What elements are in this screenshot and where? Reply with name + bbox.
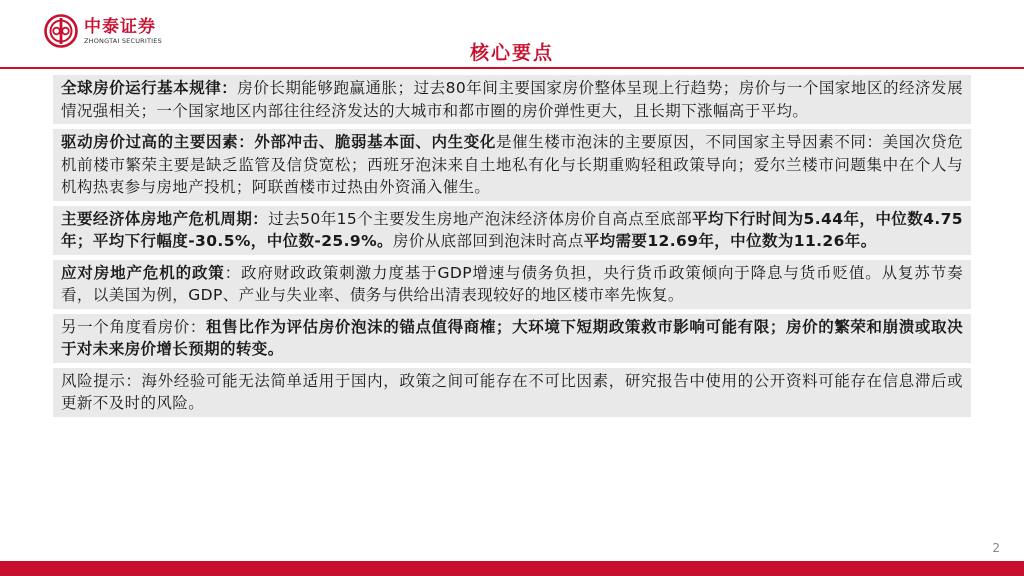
section-body: 租售比作为评估房价泡沫的锚点值得商榷；大环境下短期政策救市影响可能有限；房价的繁荣和崩溃或取决于对未来房价增长预期的转变。 [61, 317, 963, 358]
section-body: 是催生楼市泡沫的主要原因，不同国家主导因素不同：美国次贷危机前楼市繁荣主要是缺乏监管及信贷宽松；西班牙泡沫来自土地私有化与长期重购轻租政策导向；爱尔兰楼市问题集中在个人与机构热衷参与房地产投机；阿联酋楼市过热由外资涌入催生。 [61, 133, 963, 196]
section-body: 房价从底部回到泡沫时高点 [392, 232, 584, 250]
section-global-price-rules [53, 75, 971, 124]
footer-bar [0, 561, 1024, 576]
section-heading: 全球房价运行基本规律： [61, 79, 238, 97]
section-heading: 另一个角度看房价： [61, 317, 206, 336]
section-another-view [53, 314, 971, 363]
section-heading: 主要经济体房地产危机周期： [61, 209, 269, 228]
title-divider [0, 67, 1024, 69]
section-crisis-policy [53, 260, 971, 309]
page-number: 2 [992, 541, 1000, 555]
section-stat-decline: 平均下行时间为5.44年，中位数4.75年；平均下行幅度-30.5%，中位数-25.9%。 [61, 209, 963, 250]
section-heading: 驱动房价过高的主要因素：外部冲击、脆弱基本面、内生变化 [61, 133, 496, 151]
section-body: 风险提示：海外经验可能无法简单适用于国内，政策之间可能存在不可比因素，研究报告中使用的公开资料可能存在信息滞后或更新不及时的风险。 [61, 371, 963, 412]
section-risk-warning [53, 368, 971, 417]
section-heading: 应对房地产危机的政策 [61, 263, 225, 282]
section-body: 房价长期能够跑赢通胀；过去80年间主要国家房价整体呈现上行趋势；房价与一个国家地区的经济发展情况强相关；一个国家地区内部往往经济发达的大城市和都市圈的房价弹性更大，且长期下涨幅高于平均。 [61, 79, 963, 120]
key-points [53, 75, 971, 422]
section-body: ：政府财政政策刺激力度基于GDP增速与债务负担，央行货币政策倾向于降息与货币贬值。从复苏节奏看，以美国为例，GDP、产业与失业率、债务与供给出清表现较好的地区楼市率先恢复。 [61, 263, 963, 304]
section-body: 过去50年15个主要发生房地产泡沫经济体房价自高点至底部 [268, 209, 692, 228]
section-crisis-cycle [53, 206, 971, 255]
section-price-drivers [53, 129, 971, 201]
section-stat-recovery: 平均需要12.69年，中位数为11.26年。 [583, 232, 877, 250]
slide-title: 核心要点 [469, 42, 554, 64]
brand-name-en: ZHONGTAI SECURITIES [84, 37, 162, 45]
brand-name-cn: 中泰证券 [84, 17, 156, 37]
